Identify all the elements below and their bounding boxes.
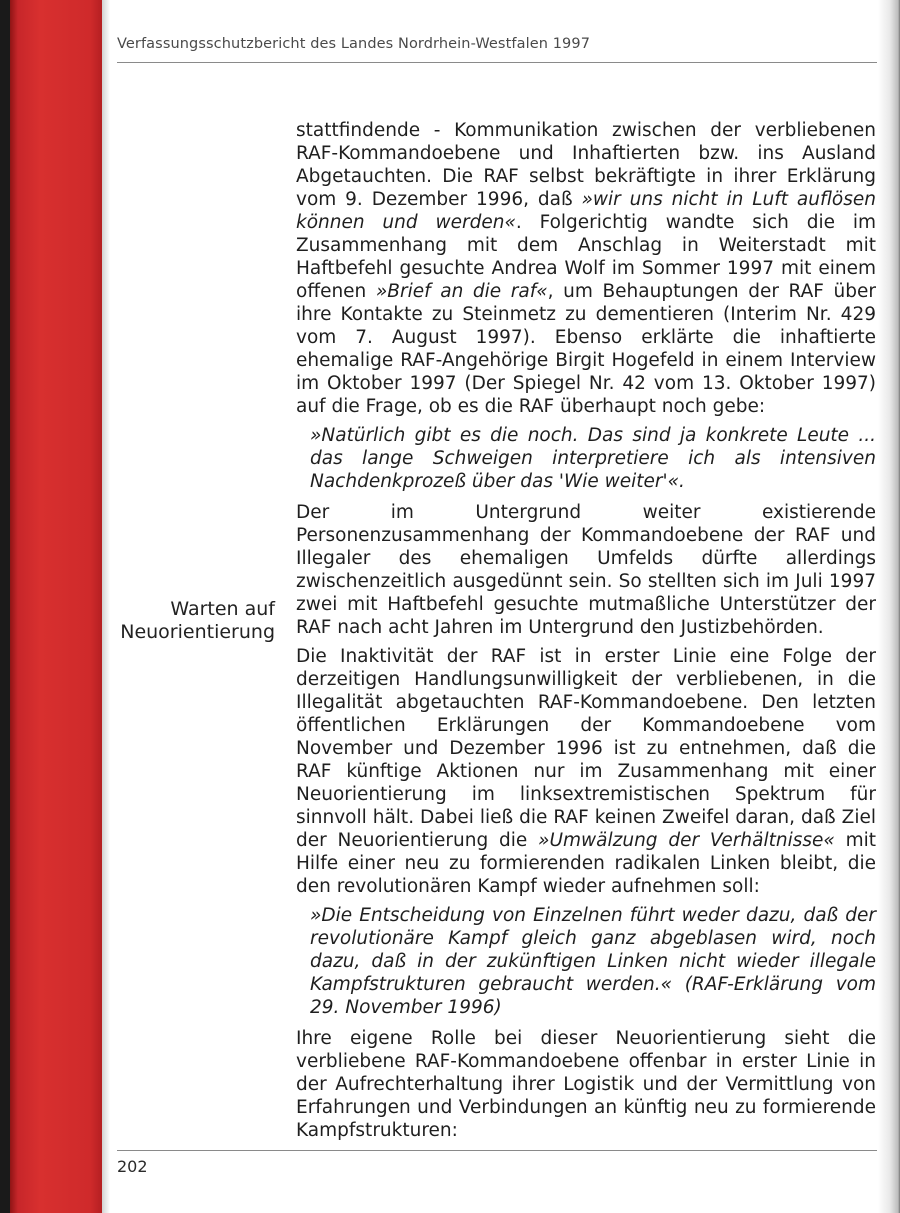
page-number: 202 (117, 1157, 148, 1176)
paragraph-3: Die Inaktivität der RAF ist in erster Linie eine Folge der derzeitigen Handlungsunwilligkeit der verbliebenen, in die Illegalität abgetauchten RAF-Kommandoebene. Den letzten öffentlichen Erklärungen der Kommandoebene vom November und Dezember 1996 ist zu entnehmen, daß die RAF künftige Aktionen nur im Zusammenhang mit einer Neuorientierung im linksextremistischen Spektrum für sinnvoll hält. Dabei ließ die RAF keinen Zweifel daran, daß Ziel der Neuorientierung die »Umwälzung der Verhältnisse« mit Hilfe einer neu zu formierenden radikalen Linken bleibt, die den revolutionären Kampf wieder aufnehmen soll: (296, 646, 876, 897)
paragraph-4: Ihre eigene Rolle bei dieser Neuorientierung sieht die verbliebene RAF-Kommandoebene offenbar in erster Linie in der Aufrechterhaltung ihrer Logistik und der Vermittlung von Erfahrungen und Verbindungen an künftig neu zu formierende Kampfstrukturen: (296, 1028, 876, 1141)
block-quote-2: »Die Entscheidung von Einzelnen führt weder dazu, daß der revolutionäre Kampf gleich ganz abgeblasen wird, noch dazu, daß in der zukünftigen Linken nicht wieder illegale Kampfstrukturen gebraucht werden.« (RAF-Erklärung vom 29. November 1996) (310, 905, 876, 1018)
binding-shadow (102, 0, 110, 1213)
margin-note-line-1: Warten auf (170, 598, 275, 620)
inline-quote: »Brief an die raf« (375, 281, 548, 302)
inline-quote: »wir uns nicht in Luft auflösen können und werden« (296, 189, 876, 233)
margin-note-line-2: Neuorientierung (120, 621, 275, 643)
block-quote-1: »Natürlich gibt es die noch. Das sind ja konkrete Leute ... das lange Schweigen interpretiere ich als intensiven Nachdenkprozeß über das 'Wie weiter'«. (310, 425, 876, 492)
footer-rule (117, 1150, 877, 1151)
page-right-edge-shadow (878, 0, 900, 1213)
paragraph-1: stattfindende - Kommunikation zwischen der verbliebenen RAF-Kommandoebene und Inhaftierten bzw. ins Ausland Abgetauchten. Die RAF selbst bekräftigte in ihrer Erklärung vom 9. Dezember 1996, daß »wir uns nicht in Luft auflösen können und werden«. Folgerichtig wandte sich die im Zusammenhang mit dem Anschlag in Weiterstadt mit Haftbefehl gesuchte Andrea Wolf im Sommer 1997 mit einem offenen »Brief an die raf«, um Behauptungen der RAF über ihre Kontakte zu Steinmetz zu dementieren (Interim Nr. 429 vom 7. August 1997). Ebenso erklärte die inhaftierte ehemalige RAF-Angehörige Birgit Hogefeld in einem Interview im Oktober 1997 (Der Spiegel Nr. 42 vom 13. Oktober 1997) auf die Frage, ob es die RAF überhaupt noch gebe: (296, 120, 877, 417)
body-text (296, 119, 876, 1148)
running-header: Verfassungsschutzbericht des Landes Nordrhein-Westfalen 1997 (117, 36, 591, 52)
margin-note (110, 598, 275, 644)
book-binding-dark-edge (0, 0, 10, 1213)
book-binding-red-strip (10, 0, 102, 1213)
paragraph-2: Der im Untergrund weiter existierende Personenzusammenhang der Kommandoebene der RAF und Illegaler des ehemaligen Umfelds dürfte allerdings zwischenzeitlich ausgedünnt sein. So stellten sich im Juli 1997 zwei mit Haftbefehl gesuchte mutmaßliche Unterstützer der RAF nach acht Jahren im Untergrund den Justizbehörden. (296, 502, 876, 638)
inline-quote: »Umwälzung der Verhältnisse« (538, 830, 835, 851)
header-rule (117, 62, 877, 63)
